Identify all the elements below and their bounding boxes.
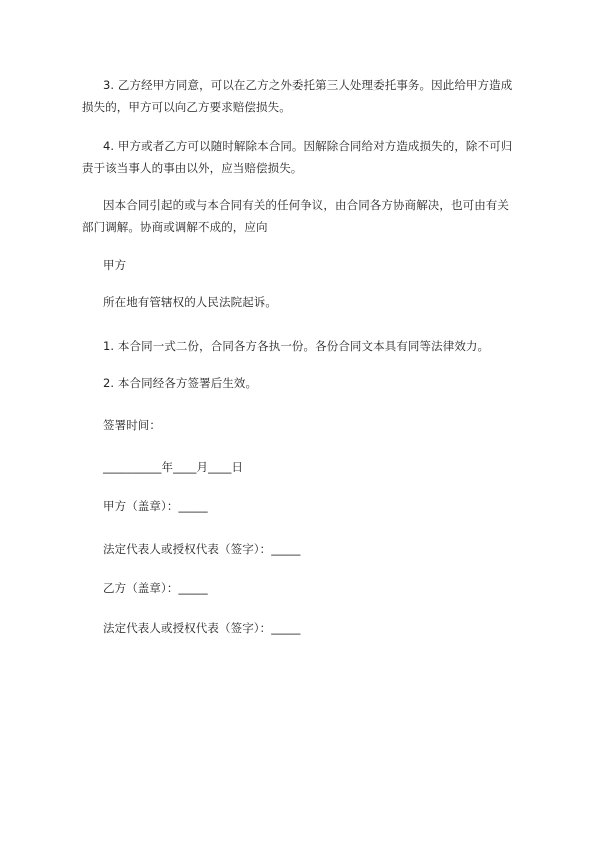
- party-b-representative-line: 法定代表人或授权代表（签字）：_____: [103, 621, 301, 635]
- clause-4-paragraph: 4. 甲方或者乙方可以随时解除本合同。因解除合同给对方造成损失的，除不可归责于该当事人的事由以外，应当赔偿损失。: [82, 139, 513, 175]
- copies-clause-paragraph: 1. 本合同一式二份，合同各方各执一份。各份合同文本具有同等法律效力。: [103, 339, 490, 353]
- party-b-seal-line: 乙方（盖章）：_____: [103, 581, 208, 595]
- party-a-seal-line: 甲方（盖章）：_____: [103, 499, 208, 513]
- court-jurisdiction-paragraph: 所在地有管辖权的人民法院起诉。: [103, 295, 277, 309]
- effective-clause-paragraph: 2. 本合同经各方签署后生效。: [103, 376, 258, 390]
- clause-3-paragraph: 3. 乙方经甲方同意，可以在乙方之外委托第三人处理委托事务。因此给甲方造成损失的，甲方可以向乙方要求赔偿损失。: [82, 78, 513, 114]
- signing-date-line: __________年____月____日: [103, 460, 244, 474]
- signing-time-label: 签署时间：: [103, 418, 161, 432]
- party-a-line: 甲方: [103, 258, 127, 272]
- party-a-representative-line: 法定代表人或授权代表（签字）：_____: [103, 542, 301, 556]
- dispute-resolution-paragraph: 因本合同引起的或与本合同有关的任何争议，由合同各方协商解决，也可由有关部门调解。协商或调解不成的，应向: [82, 198, 509, 234]
